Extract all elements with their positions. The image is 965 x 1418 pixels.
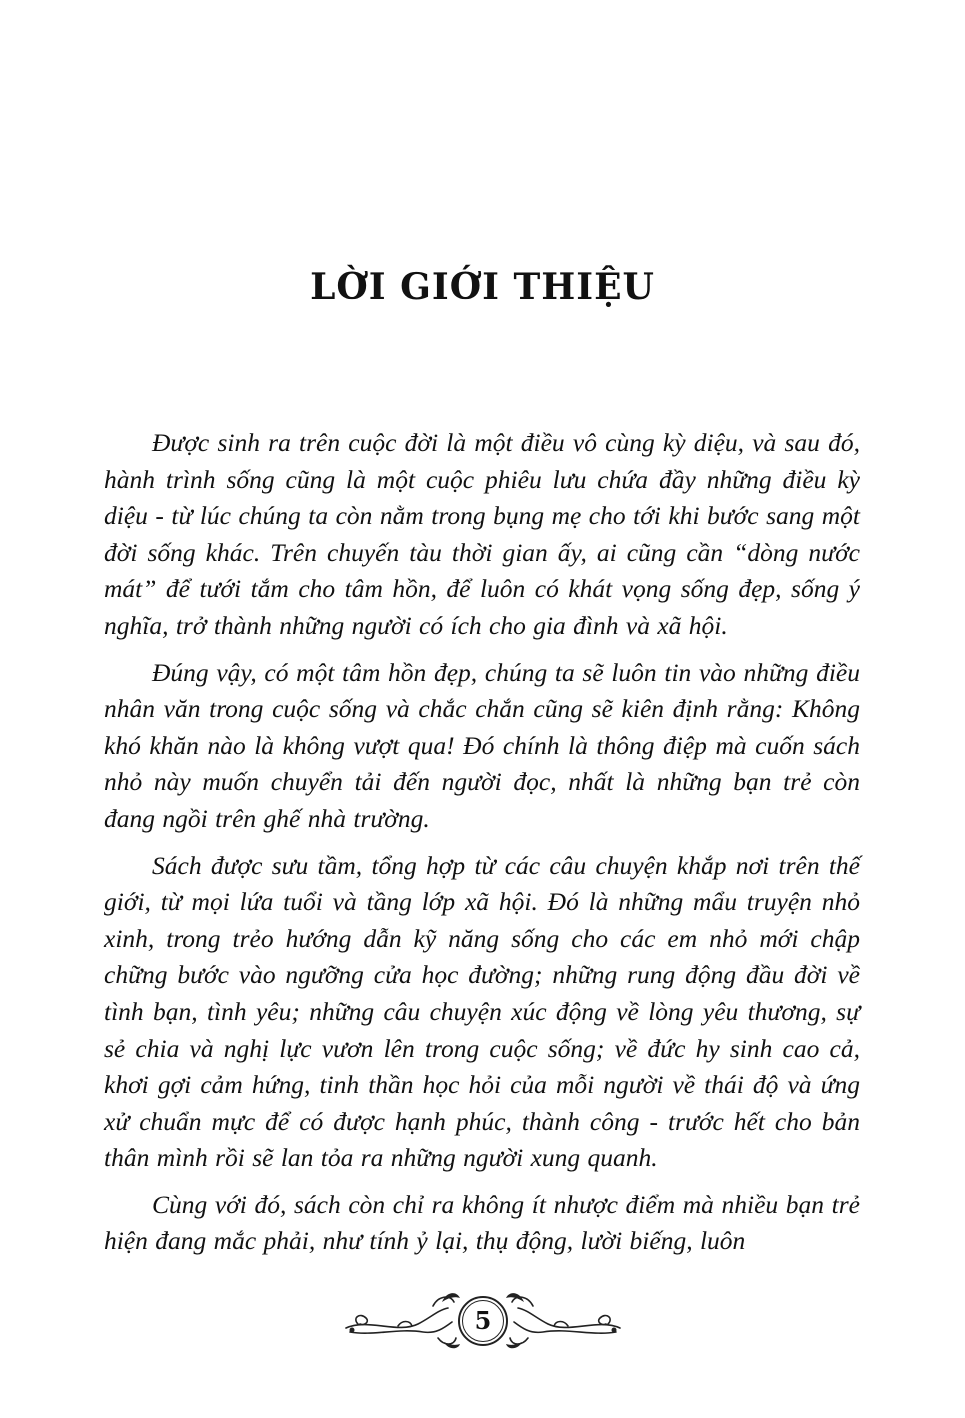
- paragraph-2: Đúng vậy, có một tâm hồn đẹp, chúng ta sẽ luôn tin vào những điều nhân văn trong cuộc sống và chắc chắn cũng sẽ kiên định rằng: Không khó khăn nào là không vượt qua! Đó chính là thông điệp mà cuốn sách nhỏ này muốn chuyển tải đến người đọc, nhất là những bạn trẻ còn đang ngồi trên ghế nhà trường.: [104, 657, 860, 833]
- paragraph-1: Được sinh ra trên cuộc đời là một điều vô cùng kỳ diệu, và sau đó, hành trình sống cũng là một cuộc phiêu lưu chứa đầy những điều kỳ diệu - từ lúc chúng ta còn nằm trong bụng mẹ cho tới khi bước sang một đời sống khác. Trên chuyến tàu thời gian ấy, ai cũng cần “dòng nước mát” để tưới tắm cho tâm hồn, để luôn có khát vọng sống đẹp, sống ý nghĩa, trở thành những người có ích cho gia đình và xã hội.: [104, 428, 860, 640]
- body-text: [104, 425, 860, 1270]
- page-footer: [338, 1288, 628, 1354]
- paragraph-3: Sách được sưu tầm, tổng hợp từ các câu chuyện khắp nơi trên thế giới, từ mọi lứa tuổi và tầng lớp xã hội. Đó là những mẩu truyện nhỏ xinh, trong trẻo hướng dẫn kỹ năng sống cho các em nhỏ mới chập chững bước vào ngưỡng cửa học đường; những rung động đầu đời về tình bạn, tình yêu; những câu chuyện xúc động về lòng yêu thương, sự sẻ chia và nghị lực vươn lên trong cuộc sống; về đức hy sinh cao cả, khơi gợi cảm hứng, tinh thần học hỏi của mỗi người về thái độ và ứng xử chuẩn mực để có được hạnh phúc, thành công - trước hết cho bản thân mình rồi sẽ lan tỏa ra những người xung quanh.: [104, 850, 860, 1173]
- paragraph-4: Cùng với đó, sách còn chỉ ra không ít nhược điểm mà nhiều bạn trẻ hiện đang mắc phải, như tính ỷ lại, thụ động, lười biếng, luôn: [104, 1189, 860, 1256]
- page-number: 5: [474, 1306, 492, 1335]
- chapter-title: LỜI GIỚI THIỆU: [310, 266, 655, 308]
